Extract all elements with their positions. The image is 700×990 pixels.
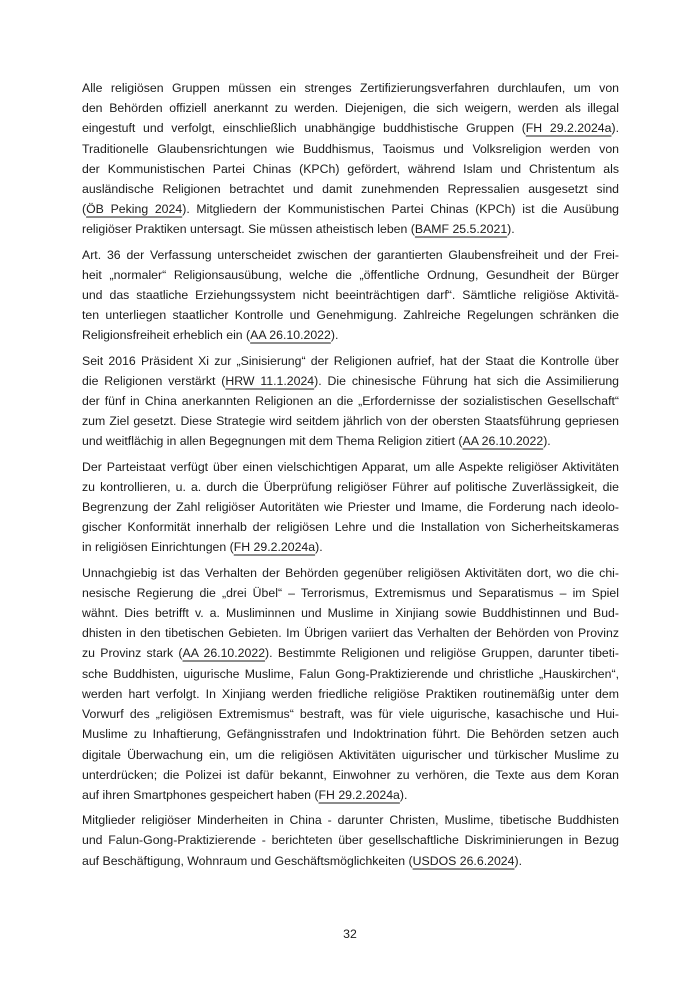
- text-run: ).: [315, 540, 323, 555]
- text-run: ).: [507, 222, 515, 237]
- text-line: [82, 583, 619, 603]
- text-run: und das staatliche Erziehungssystem nicht beeinträchtigen darf“. Sämtliche religiöse Aktivitä-: [82, 288, 619, 303]
- paragraph: [82, 78, 619, 240]
- text-line: [82, 78, 619, 98]
- text-run: Traditionelle Glaubensrichtungen wie Buddhismus, Taoismus und Volksreligion werden von: [82, 141, 619, 156]
- text-line: [82, 219, 619, 239]
- text-line: [82, 457, 619, 477]
- text-run: nesische Regierung die „drei Übel“ – Terrorismus, Extremismus und Separatismus – im Spiel: [82, 585, 619, 600]
- text-line: [82, 724, 619, 744]
- paragraph: [82, 245, 619, 346]
- text-line: [82, 139, 619, 159]
- text-run: in religiösen Einrichtungen (: [82, 540, 234, 555]
- citation-link[interactable]: AA 26.10.2022: [250, 328, 331, 343]
- text-run: und Falun-Gong-Praktizierende - berichteten über gesellschaftliche Diskriminierungen in Bezug: [82, 833, 619, 848]
- text-line: [82, 431, 619, 451]
- text-line: [82, 643, 619, 663]
- text-run: Religionsfreiheit erheblich ein (: [82, 328, 251, 343]
- text-line: [82, 851, 619, 871]
- text-run: ).: [514, 853, 522, 868]
- citation-link[interactable]: FH 29.2.2024a: [525, 121, 612, 136]
- text-line: [82, 810, 619, 830]
- citation-link[interactable]: USDOS 26.6.2024: [412, 853, 515, 868]
- text-line: [82, 245, 619, 265]
- text-line: [82, 477, 619, 497]
- text-line: [82, 603, 619, 623]
- text-run: Vorwurf des „religiösen Extremismus“ bestraft, was für viele uigurische, kasachische und Hui-: [82, 707, 619, 722]
- text-run: die Religionen verstärkt (: [82, 373, 226, 388]
- text-line: [82, 285, 619, 305]
- text-run: zum Ziel gesetzt. Diese Strategie wird seitdem jährlich von der obersten Staatsführung gepriesen: [82, 414, 619, 429]
- text-run: Mitglieder religiöser Minderheiten in China - darunter Christen, Muslime, tibetische Buddhisten: [82, 813, 619, 828]
- citation-link[interactable]: AA 26.10.2022: [182, 646, 266, 661]
- text-run: zu Provinz stark (: [82, 646, 183, 661]
- text-run: ausländische Religionen betrachtet und damit zunehmenden Repressalien ausgesetzt sind: [82, 182, 619, 197]
- text-run: (: [82, 202, 87, 217]
- text-line: [82, 325, 619, 345]
- text-line: [82, 351, 619, 371]
- paragraph: [82, 457, 619, 558]
- text-run: digitale Überwachung ein, um die religiösen Aktivitäten uigurischer und türkischer Muslime zu: [82, 747, 619, 762]
- text-run: gischer Konformität innerhalb der religiösen Lehre und die Installation von Sicherheitskameras: [82, 520, 619, 535]
- text-line: [82, 305, 619, 325]
- text-line: [82, 765, 619, 785]
- text-line: [82, 623, 619, 643]
- text-run: ). Mitgliedern der Kommunistischen Partei Chinas (KPCh) ist die Ausübung: [182, 202, 619, 217]
- body-text: [82, 78, 619, 876]
- text-run: auf Beschäftigung, Wohnraum und Geschäftsmöglichkeiten (: [82, 853, 413, 868]
- text-run: zu kontrollieren, u. a. durch die Überprüfung religiöser Führer auf politische Zuverlässigkeit, die: [82, 479, 619, 494]
- text-run: ).: [611, 121, 619, 136]
- text-line: [82, 411, 619, 431]
- text-line: [82, 745, 619, 765]
- text-run: religiöser Praktiken untersagt. Sie müssen atheistisch leben (: [82, 222, 415, 237]
- text-line: [82, 159, 619, 179]
- text-run: Begrenzung der Zahl religiöser Autoritäten wie Priester und Imame, die Forderung nach ideolo-: [82, 500, 619, 515]
- text-run: den Behörden offiziell anerkannt zu werden. Diejenigen, die sich weigern, werden als illegal: [82, 101, 619, 116]
- text-run: ).: [330, 328, 339, 343]
- text-line: [82, 371, 619, 391]
- text-run: Muslime zu Inhaftierung, Gefängnisstrafen und Indoktrination führt. Die Behörden setzen auch: [82, 727, 619, 742]
- text-line: [82, 98, 619, 118]
- text-line: [82, 199, 619, 219]
- text-run: Art. 36 der Verfassung unterscheidet zwischen der garantierten Glaubensfreiheit und der Frei-: [82, 247, 619, 262]
- text-line: [82, 391, 619, 411]
- text-run: Alle religiösen Gruppen müssen ein strenges Zertifizierungsverfahren durchlaufen, um von: [82, 81, 619, 95]
- text-run: der Kommunistischen Partei Chinas (KPCh) gefördert, während Islam und Christentum als: [82, 161, 619, 176]
- text-line: [82, 785, 619, 805]
- text-run: auf ihren Smartphones gespeichert haben (: [82, 787, 319, 802]
- text-run: ten unterliegen staatlicher Kontrolle und Genehmigung. Zahlreiche Regelungen schränken die: [82, 308, 619, 323]
- text-run: ).: [399, 787, 408, 802]
- text-run: unterdrücken; die Polizei ist dafür bekannt, Einwohner zu verhören, die Texte aus dem Koran: [82, 767, 619, 782]
- text-run: Seit 2016 Präsident Xi zur „Sinisierung“ der Religionen aufrief, hat der Staat die Kontrolle über: [82, 353, 619, 368]
- text-run: sche Buddhisten, uigurische Muslime, Falun Gong-Praktizierende und christliche „Hauskirchen“,: [82, 666, 619, 681]
- text-run: wähnt. Dies betrifft v. a. Musliminnen und Muslime in Xinjiang sowie Buddhistinnen und Bud-: [82, 606, 619, 621]
- text-run: heit „normaler“ Religionsausübung, welche die „öffentliche Ordnung, Gesundheit der Bürger: [82, 267, 619, 282]
- page-number: 32: [343, 927, 357, 941]
- page-footer: [0, 924, 700, 944]
- citation-link[interactable]: FH 29.2.2024a: [318, 787, 400, 802]
- text-line: [82, 704, 619, 724]
- text-line: [82, 179, 619, 199]
- text-line: [82, 830, 619, 850]
- text-line: [82, 537, 619, 557]
- text-run: ). Bestimmte Religionen und religiöse Gruppen, darunter tibeti-: [265, 646, 620, 661]
- paragraph: [82, 563, 619, 805]
- text-line: [82, 664, 619, 684]
- text-line: [82, 563, 619, 583]
- text-run: eingestuft und verfolgt, einschließlich unabhängige buddhistische Gruppen (: [82, 121, 526, 136]
- citation-link[interactable]: HRW 11.1.2024: [225, 373, 315, 388]
- text-run: der fünf in China anerkannten Religionen an die „Erfordernisse der sozialistischen Gesellschaft“: [82, 394, 619, 409]
- text-run: ).: [543, 434, 551, 449]
- text-run: werden hart verfolgt. In Xinjiang werden friedliche religiöse Praktiken routinemäßig unter dem: [82, 686, 619, 701]
- text-line: [82, 517, 619, 537]
- text-line: [82, 265, 619, 285]
- citation-link[interactable]: AA 26.10.2022: [462, 434, 544, 449]
- citation-link[interactable]: FH 29.2.2024a: [233, 540, 316, 555]
- text-line: [82, 497, 619, 517]
- text-line: [82, 684, 619, 704]
- text-line: [82, 118, 619, 138]
- text-run: Der Parteistaat verfügt über einen vielschichtigen Apparat, um alle Aspekte religiöser Aktivitäten: [82, 459, 619, 474]
- citation-link[interactable]: BAMF 25.5.2021: [414, 222, 508, 237]
- paragraph: [82, 351, 619, 452]
- citation-link[interactable]: ÖB Peking 2024: [86, 202, 183, 217]
- text-run: dhisten in den tibetischen Gebieten. Im Übrigen variiert das Verhalten der Behörden von Provinz: [82, 626, 619, 641]
- text-run: und weitflächig in allen Begegnungen mit dem Thema Religion zitiert (: [82, 434, 463, 449]
- text-run: ). Die chinesische Führung hat sich die Assimilierung: [314, 373, 620, 388]
- text-run: Unnachgiebig ist das Verhalten der Behörden gegenüber religiösen Aktivitäten dort, wo die chi-: [82, 565, 619, 580]
- paragraph: [82, 810, 619, 871]
